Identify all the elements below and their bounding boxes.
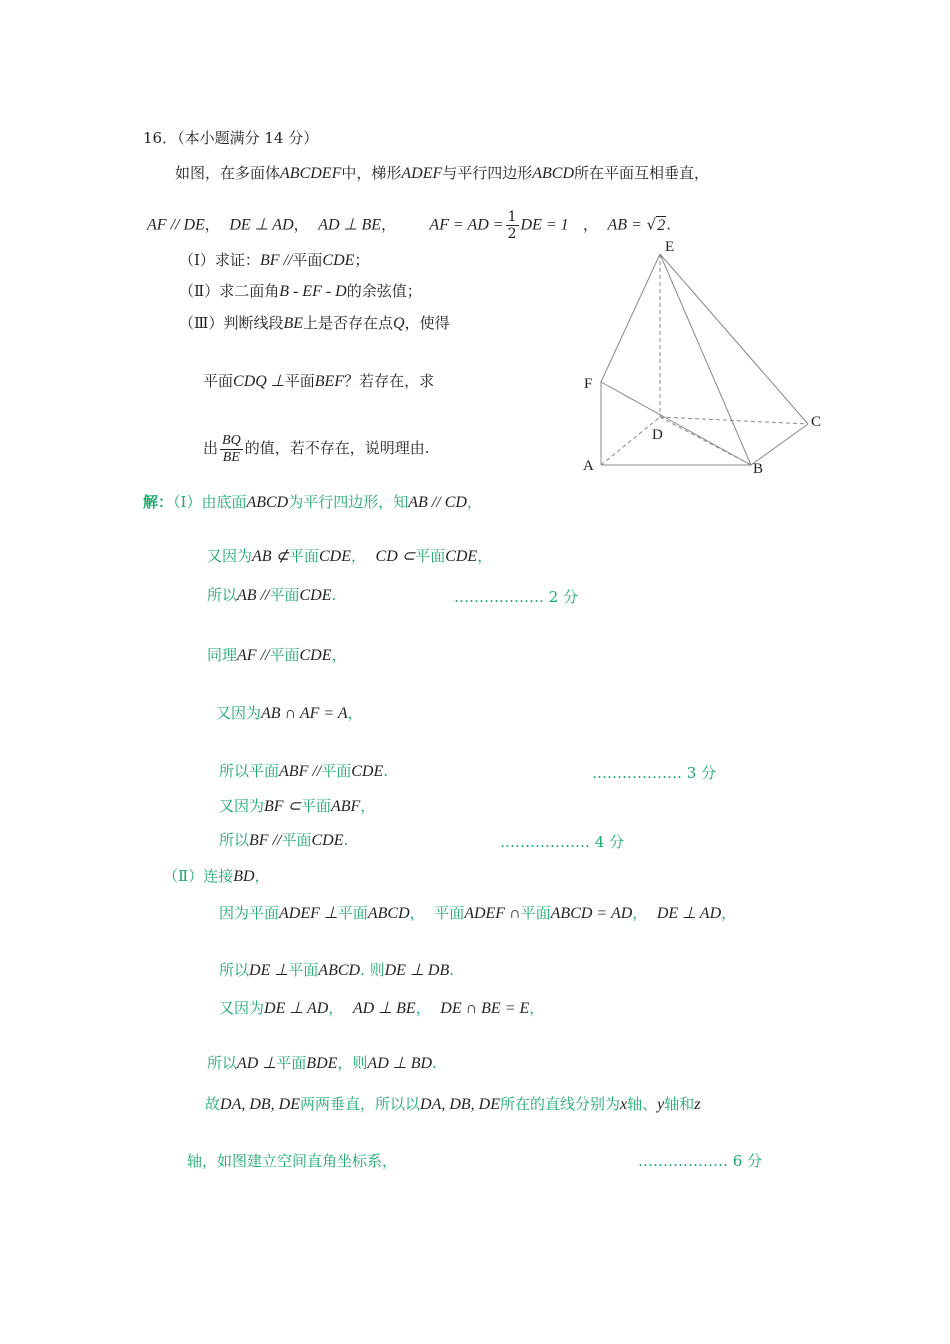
problem-intro: 如图，在多面体ABCDEF中，梯形ADEF与平行四边形ABCD所在平面互相垂直， bbox=[175, 164, 710, 182]
score-2: ……………… 2 分 bbox=[454, 588, 579, 606]
solution-line-10: 因为平面ADEF ⊥平面ABCD， 平面ADEF ∩平面ABCD = AD， DE ⊥ AD， bbox=[219, 904, 737, 922]
solution-line-1: 解：（Ⅰ）由底面ABCD为平行四边形，知AB // CD， bbox=[143, 493, 482, 511]
vertex-label-C: C bbox=[811, 414, 822, 430]
solution-line-3: 所以AB //平面CDE. bbox=[207, 586, 337, 604]
solution-line-13: 所以AD ⊥平面BDE，则AD ⊥ BD. bbox=[207, 1054, 437, 1072]
problem-title: 16．（本小题满分 14 分） bbox=[143, 129, 319, 147]
vertex-label-E: E bbox=[665, 239, 675, 255]
edge-FB bbox=[601, 382, 751, 465]
solution-line-7: 又因为BF ⊂平面ABF， bbox=[219, 797, 376, 815]
question-3-line-3: 出 $\frac{BQ}{BE}$ 的值，若不存在，说明理由. bbox=[203, 432, 430, 465]
edge-EC bbox=[660, 254, 808, 424]
question-1: （Ⅰ）求证：BF //平面CDE； bbox=[179, 251, 370, 269]
score-3: ……………… 3 分 bbox=[592, 764, 717, 782]
solution-line-6: 所以平面ABF //平面CDE. bbox=[219, 762, 389, 780]
solution-line-12: 又因为DE ⊥ AD， AD ⊥ BE， DE ∩ BE = E， bbox=[219, 999, 545, 1017]
edge-DC bbox=[660, 417, 808, 424]
edge-DB bbox=[660, 417, 751, 465]
vertex-label-F: F bbox=[584, 376, 593, 392]
score-6: ……………… 6 分 bbox=[638, 1152, 763, 1170]
edge-EB bbox=[660, 254, 751, 465]
solution-line-15: 轴，如图建立空间直角坐标系， bbox=[187, 1152, 398, 1170]
edge-BC bbox=[751, 424, 808, 465]
fraction-bq-over-be: $\frac{BQ}{BE}$ bbox=[222, 432, 241, 465]
solution-line-8: 所以BF //平面CDE. bbox=[219, 831, 349, 849]
solution-line-4: 同理AF //平面CDE， bbox=[207, 646, 347, 664]
solution-line-14: 故DA, DB, DE两两垂直，所以以DA, DB, DE所在的直线分别为x轴、y轴和z bbox=[205, 1095, 701, 1113]
polyhedron-figure bbox=[575, 232, 835, 482]
solution-label: 解： bbox=[143, 493, 174, 511]
solution-line-5: 又因为AB ∩ AF = A， bbox=[216, 704, 363, 722]
question-3: （Ⅲ）判断线段BE上是否存在点Q，使得 bbox=[179, 314, 450, 332]
edge-EF bbox=[601, 254, 660, 382]
question-3-line-2: 平面CDQ ⊥平面BEF？若存在，求 bbox=[203, 372, 435, 390]
vertex-label-B: B bbox=[753, 461, 764, 477]
solution-line-11: 所以DE ⊥平面ABCD. 则DE ⊥ DB. bbox=[219, 961, 454, 979]
score-4: ……………… 4 分 bbox=[500, 833, 625, 851]
solution-line-9: （Ⅱ）连接BD， bbox=[163, 867, 270, 885]
solution-line-2: 又因为AB ⊄平面CDE， CD ⊂平面CDE， bbox=[207, 547, 493, 565]
vertex-label-D: D bbox=[652, 427, 663, 443]
vertex-label-A: A bbox=[583, 458, 594, 474]
question-2: （Ⅱ）求二面角B - EF - D的余弦值； bbox=[179, 282, 422, 300]
problem-conditions: AF // DE， DE ⊥ AD， AD ⊥ BE， AF = AD = $\frac{1}{2}$ DE = 1 ， AB = √2. bbox=[147, 209, 671, 242]
fraction-one-half: $\frac{1}{2}$ bbox=[507, 209, 517, 242]
